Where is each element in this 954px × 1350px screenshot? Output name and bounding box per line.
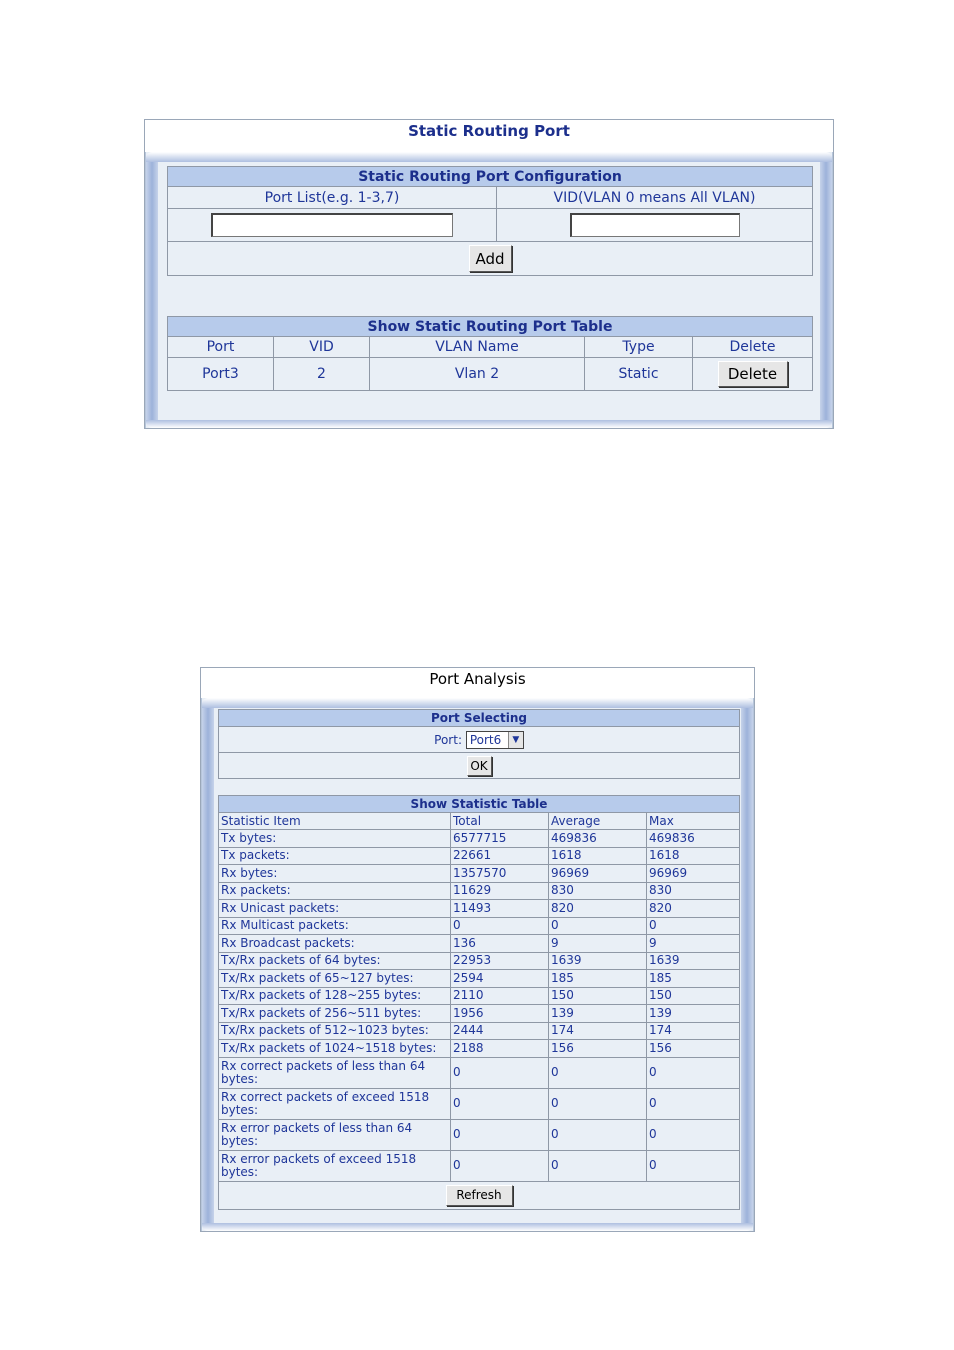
table-row bbox=[219, 952, 740, 970]
stat-item: Tx bytes: bbox=[219, 830, 451, 848]
stat-item: Rx Unicast packets: bbox=[219, 900, 451, 918]
stat-average: 820 bbox=[549, 900, 647, 918]
stat-max: 0 bbox=[647, 1088, 740, 1119]
stat-total: 11629 bbox=[451, 882, 549, 900]
stat-total: 22953 bbox=[451, 952, 549, 970]
col-max: Max bbox=[647, 813, 740, 830]
stat-max: 96969 bbox=[647, 865, 740, 883]
table-row bbox=[219, 935, 740, 953]
stat-max: 830 bbox=[647, 882, 740, 900]
stat-average: 139 bbox=[549, 1005, 647, 1023]
stat-max: 1639 bbox=[647, 952, 740, 970]
table-row bbox=[219, 1088, 740, 1119]
stat-max: 9 bbox=[647, 935, 740, 953]
stat-item: Tx/Rx packets of 128~255 bytes: bbox=[219, 987, 451, 1005]
port-analysis-title: Port Analysis bbox=[429, 670, 526, 688]
col-vid: VID bbox=[274, 337, 370, 358]
stat-item: Tx packets: bbox=[219, 847, 451, 865]
stat-average: 150 bbox=[549, 987, 647, 1005]
col-type: Type bbox=[585, 337, 693, 358]
stat-max: 185 bbox=[647, 970, 740, 988]
config-header: Static Routing Port Configuration bbox=[168, 167, 813, 187]
stat-total: 11493 bbox=[451, 900, 549, 918]
col-average: Average bbox=[549, 813, 647, 830]
table-row bbox=[219, 830, 740, 848]
row-type: Static bbox=[585, 358, 693, 391]
table-row bbox=[168, 358, 813, 391]
table-row bbox=[219, 1057, 740, 1088]
port-select[interactable] bbox=[466, 731, 524, 749]
table-row bbox=[219, 1022, 740, 1040]
port-analysis-frame bbox=[201, 698, 754, 1231]
stat-max: 0 bbox=[647, 1150, 740, 1181]
table-row bbox=[219, 987, 740, 1005]
stat-item: Rx Multicast packets: bbox=[219, 917, 451, 935]
stat-max: 156 bbox=[647, 1040, 740, 1058]
stat-max: 0 bbox=[647, 917, 740, 935]
stat-total: 0 bbox=[451, 1088, 549, 1119]
stat-total: 6577715 bbox=[451, 830, 549, 848]
stat-average: 0 bbox=[549, 1119, 647, 1150]
row-vid: 2 bbox=[274, 358, 370, 391]
table-row bbox=[219, 847, 740, 865]
stat-max: 174 bbox=[647, 1022, 740, 1040]
row-vlan-name: Vlan 2 bbox=[370, 358, 585, 391]
stat-average: 185 bbox=[549, 970, 647, 988]
port-list-label: Port List(e.g. 1-3,7) bbox=[168, 187, 497, 209]
stat-total: 1956 bbox=[451, 1005, 549, 1023]
col-vlan-name: VLAN Name bbox=[370, 337, 585, 358]
stat-total: 0 bbox=[451, 917, 549, 935]
stat-item: Tx/Rx packets of 256~511 bytes: bbox=[219, 1005, 451, 1023]
table-row bbox=[219, 1040, 740, 1058]
stat-item: Rx packets: bbox=[219, 882, 451, 900]
stat-total: 1357570 bbox=[451, 865, 549, 883]
statistic-table-header: Show Statistic Table bbox=[219, 796, 740, 813]
stat-total: 0 bbox=[451, 1057, 549, 1088]
stat-average: 0 bbox=[549, 1057, 647, 1088]
table-row bbox=[219, 900, 740, 918]
stat-total: 0 bbox=[451, 1150, 549, 1181]
port-label: Port: bbox=[434, 732, 462, 747]
stat-item: Tx/Rx packets of 65~127 bytes: bbox=[219, 970, 451, 988]
stat-total: 22661 bbox=[451, 847, 549, 865]
stat-average: 9 bbox=[549, 935, 647, 953]
static-routing-config-table bbox=[167, 166, 813, 276]
stat-total: 2594 bbox=[451, 970, 549, 988]
vid-label: VID(VLAN 0 means All VLAN) bbox=[497, 187, 813, 209]
static-routing-port-table bbox=[167, 316, 813, 391]
stat-average: 830 bbox=[549, 882, 647, 900]
stat-average: 469836 bbox=[549, 830, 647, 848]
table-row bbox=[219, 865, 740, 883]
ok-button[interactable]: OK bbox=[467, 756, 492, 776]
stat-average: 156 bbox=[549, 1040, 647, 1058]
col-statistic-item: Statistic Item bbox=[219, 813, 451, 830]
chevron-down-icon[interactable]: ▼ bbox=[508, 732, 523, 748]
stat-average: 174 bbox=[549, 1022, 647, 1040]
stat-item: Rx correct packets of less than 64 bytes: bbox=[219, 1057, 451, 1088]
stat-max: 150 bbox=[647, 987, 740, 1005]
static-routing-title: Static Routing Port bbox=[408, 122, 570, 140]
table-row bbox=[219, 1005, 740, 1023]
stat-item: Rx error packets of less than 64 bytes: bbox=[219, 1119, 451, 1150]
stat-total: 2188 bbox=[451, 1040, 549, 1058]
vid-input[interactable] bbox=[570, 213, 740, 237]
table-row bbox=[219, 882, 740, 900]
statistic-table bbox=[218, 795, 740, 1210]
table-row bbox=[219, 970, 740, 988]
stat-max: 820 bbox=[647, 900, 740, 918]
port-list-input[interactable] bbox=[211, 213, 453, 237]
stat-item: Rx Broadcast packets: bbox=[219, 935, 451, 953]
stat-max: 469836 bbox=[647, 830, 740, 848]
port-select-value: Port6 bbox=[469, 732, 502, 747]
table-row bbox=[219, 917, 740, 935]
stat-max: 1618 bbox=[647, 847, 740, 865]
stat-average: 0 bbox=[549, 917, 647, 935]
table-row bbox=[219, 1150, 740, 1181]
port-selecting-header: Port Selecting bbox=[219, 710, 740, 727]
stat-item: Tx/Rx packets of 1024~1518 bytes: bbox=[219, 1040, 451, 1058]
col-delete: Delete bbox=[693, 337, 813, 358]
stat-max: 0 bbox=[647, 1119, 740, 1150]
stat-item: Tx/Rx packets of 512~1023 bytes: bbox=[219, 1022, 451, 1040]
stat-item: Rx error packets of exceed 1518 bytes: bbox=[219, 1150, 451, 1181]
stat-total: 0 bbox=[451, 1119, 549, 1150]
row-port: Port3 bbox=[168, 358, 274, 391]
col-port: Port bbox=[168, 337, 274, 358]
stat-average: 1639 bbox=[549, 952, 647, 970]
port-selecting-table bbox=[218, 709, 740, 779]
stat-item: Rx bytes: bbox=[219, 865, 451, 883]
stat-item: Rx correct packets of exceed 1518 bytes: bbox=[219, 1088, 451, 1119]
static-routing-frame bbox=[145, 152, 833, 428]
route-table-header: Show Static Routing Port Table bbox=[168, 317, 813, 337]
stat-average: 0 bbox=[549, 1150, 647, 1181]
stat-max: 139 bbox=[647, 1005, 740, 1023]
stat-total: 2110 bbox=[451, 987, 549, 1005]
delete-button[interactable]: Delete bbox=[718, 361, 788, 387]
port-analysis-panel bbox=[200, 667, 755, 1232]
static-routing-panel bbox=[144, 119, 834, 429]
stat-max: 0 bbox=[647, 1057, 740, 1088]
col-total: Total bbox=[451, 813, 549, 830]
add-button[interactable]: Add bbox=[469, 245, 512, 272]
stat-average: 0 bbox=[549, 1088, 647, 1119]
stat-average: 96969 bbox=[549, 865, 647, 883]
stat-total: 2444 bbox=[451, 1022, 549, 1040]
stat-item: Tx/Rx packets of 64 bytes: bbox=[219, 952, 451, 970]
stat-total: 136 bbox=[451, 935, 549, 953]
table-row bbox=[219, 1119, 740, 1150]
refresh-button[interactable]: Refresh bbox=[446, 1185, 513, 1206]
stat-average: 1618 bbox=[549, 847, 647, 865]
